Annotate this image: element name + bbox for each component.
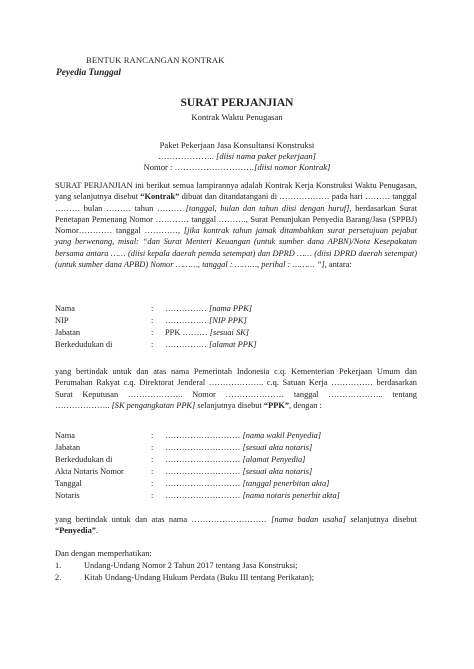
penyedia-term: “Penyedia” xyxy=(55,526,96,536)
ppk-field-row xyxy=(55,328,417,340)
field-colon: : xyxy=(151,431,154,440)
list-number: 1. xyxy=(55,561,62,570)
doc-title: SURAT PERJANJIAN xyxy=(180,97,294,109)
field-value xyxy=(165,328,249,337)
field-hint: [alamat PPK] xyxy=(208,340,257,349)
field-value xyxy=(165,443,312,452)
field-colon: : xyxy=(151,491,154,500)
provider-field-row xyxy=(55,443,417,455)
field-colon: : xyxy=(151,467,154,476)
list-text: Undang-Undang Nomor 2 Tahun 2017 tentang Jasa Konstruksi; xyxy=(84,561,298,570)
field-value xyxy=(165,467,312,476)
field-label: Notaris xyxy=(55,491,80,500)
field-hint: [nama notaris penerbit akta] xyxy=(242,491,340,500)
field-label: Nama xyxy=(55,304,75,313)
provider-text-2: selanjutnya disebut xyxy=(345,515,418,524)
field-value xyxy=(165,340,257,349)
field-colon: : xyxy=(151,340,154,349)
field-value xyxy=(165,316,247,325)
provider-field-row xyxy=(55,479,417,491)
field-dots: ……………………… xyxy=(165,467,243,476)
ppk-field-row xyxy=(55,304,417,316)
field-label: Nama xyxy=(55,431,75,440)
package-label: Paket Pekerjaan Jasa Konsultansi Konstruksi xyxy=(159,140,315,150)
field-value xyxy=(165,431,321,440)
field-label: Berkedudukan di xyxy=(55,340,113,349)
field-value xyxy=(165,455,306,464)
field-hint: [sesuai akta notaris] xyxy=(242,443,313,452)
field-dots: ……………………… xyxy=(165,455,243,464)
field-label: Berkedudukan di xyxy=(55,455,113,464)
contract-number xyxy=(0,162,474,172)
field-colon: : xyxy=(151,316,154,325)
field-dots: …………… xyxy=(165,340,209,349)
ppk-text-1: yang bertindak untuk dan atas nama Pemerintah Indonesia c.q. Kementerian Pekerjaan Umum dan Perumahan Rakyat c.q. Direktorat Jenderal ……………….. c.q. Satuan Kerja …………… berdasarkan Surat Keputusan ……………….. Nomor ………………… tanggal ……………….. tentang ……………….. xyxy=(55,367,417,410)
field-label: NIP xyxy=(55,316,69,325)
field-colon: : xyxy=(151,328,154,337)
field-dots: ……………………… xyxy=(165,479,243,488)
field-value xyxy=(165,491,340,500)
provider-field-row xyxy=(55,431,417,443)
doc-subtitle: Kontrak Waktu Penugasan xyxy=(191,112,283,122)
ppk-hint: [SK pengangkatan PPK] xyxy=(111,400,196,410)
kontrak-term: “Kontrak” xyxy=(140,192,180,202)
field-dots: …………… xyxy=(165,304,209,313)
ppk-paragraph xyxy=(55,366,417,411)
number-hint: [diisi nomor Kontrak] xyxy=(254,162,331,172)
field-value xyxy=(165,479,329,488)
ppk-field-row xyxy=(55,340,417,352)
number-prefix: Nomor : ………………………. xyxy=(143,162,255,172)
provider-paragraph xyxy=(55,514,417,537)
package-value xyxy=(0,151,474,161)
field-hint: [nama PPK] xyxy=(208,304,253,313)
ppk-text-2: selanjutnya disebut xyxy=(195,400,264,410)
field-label: Jabatan xyxy=(55,443,81,452)
field-colon: : xyxy=(151,479,154,488)
intro-text-3: , berdasarkan Surat Penetapan Pemenang Nomor ………… tanggal ………., Surat Penunjukan Penyedia Barang/Jasa (SPPBJ) Nomor………… tanggal …………, xyxy=(55,203,417,236)
intro-text-2: dibuat dan ditandatangani di ……………… pada hari ……… tanggal ……… bulan ……… tahun ……… xyxy=(55,192,417,213)
provider-field-row xyxy=(55,455,417,467)
intro-text-4: , antara: xyxy=(324,260,352,270)
field-hint: [tanggal penerbitan akta] xyxy=(242,479,330,488)
intro-paragraph xyxy=(55,180,417,270)
list-item xyxy=(55,561,417,573)
ppk-field-row xyxy=(55,316,417,328)
provider-text-3: . xyxy=(95,526,99,536)
field-hint: [sesuai SK] xyxy=(209,328,250,337)
field-hint: [sesuai akta notaris] xyxy=(242,467,313,476)
intro-hint-2: [jika kontrak tahun jamak ditambahkan surat persetujuan pejabat yang berwenang, misal: “dan Surat Menteri Keuangan (untuk sumber dana APBN)/Nota Kesepakatan bersama antara …… (diisi kepala daerah pemda setempat) dan DPRD …… (diisi DPRD daerah setempat) (untuk sumber dana APBD) Nomor ………, tanggal : ………, perihal : ……… ”] xyxy=(55,226,417,270)
field-dots: …………… xyxy=(165,316,209,325)
field-dots: ……………………… xyxy=(165,491,243,500)
provider-text-1: yang bertindak untuk dan atas nama ……………………… xyxy=(55,515,272,524)
field-dots: ……………………… xyxy=(165,443,243,452)
provider-field-row xyxy=(55,491,417,503)
intro-text-1: SURAT PERJANJIAN ini berikut semua lampirannya adalah Kontrak Kerja Konstruksi Waktu Penugasan, yang selanjutnya disebut xyxy=(55,181,417,202)
package-dots: ……………….. xyxy=(157,151,216,161)
field-colon: : xyxy=(151,304,154,313)
field-label: Tanggal xyxy=(55,479,82,488)
field-value xyxy=(165,304,252,313)
field-label: Jabatan xyxy=(55,328,81,337)
field-dots: ……………………… xyxy=(165,431,243,440)
form-title: BENTUK RANCANGAN KONTRAK xyxy=(86,55,225,65)
field-hint: [nama wakil Penyedia] xyxy=(242,431,322,440)
field-hint: [alamat Penyedia] xyxy=(242,455,306,464)
considering-list xyxy=(55,561,417,585)
ppk-term: “PPK” xyxy=(263,400,290,410)
list-text: Kitab Undang-Undang Hukum Perdata (Buku III tentang Perikatan); xyxy=(84,573,315,582)
list-number: 2. xyxy=(55,573,62,582)
field-label: Akta Notaris Nomor xyxy=(55,467,124,476)
field-colon: : xyxy=(151,443,154,452)
field-dots: PPK ……… xyxy=(165,328,210,337)
package-hint: [diisi nama paket pekerjaan] xyxy=(216,151,317,161)
list-item xyxy=(55,573,417,585)
ppk-text-3: , dengan : xyxy=(289,400,322,410)
intro-hint-1: [tanggal, bulan dan tahun diisi dengan huruf] xyxy=(185,203,350,213)
provider-field-row xyxy=(55,467,417,479)
considering-intro: Dan dengan memperhatikan: xyxy=(55,549,152,558)
field-hint: [NIP PPK] xyxy=(208,316,247,325)
provider-type: Peyedia Tunggal xyxy=(56,68,122,78)
field-colon: : xyxy=(151,455,154,464)
provider-hint: [nama badan usaha] xyxy=(271,515,346,524)
